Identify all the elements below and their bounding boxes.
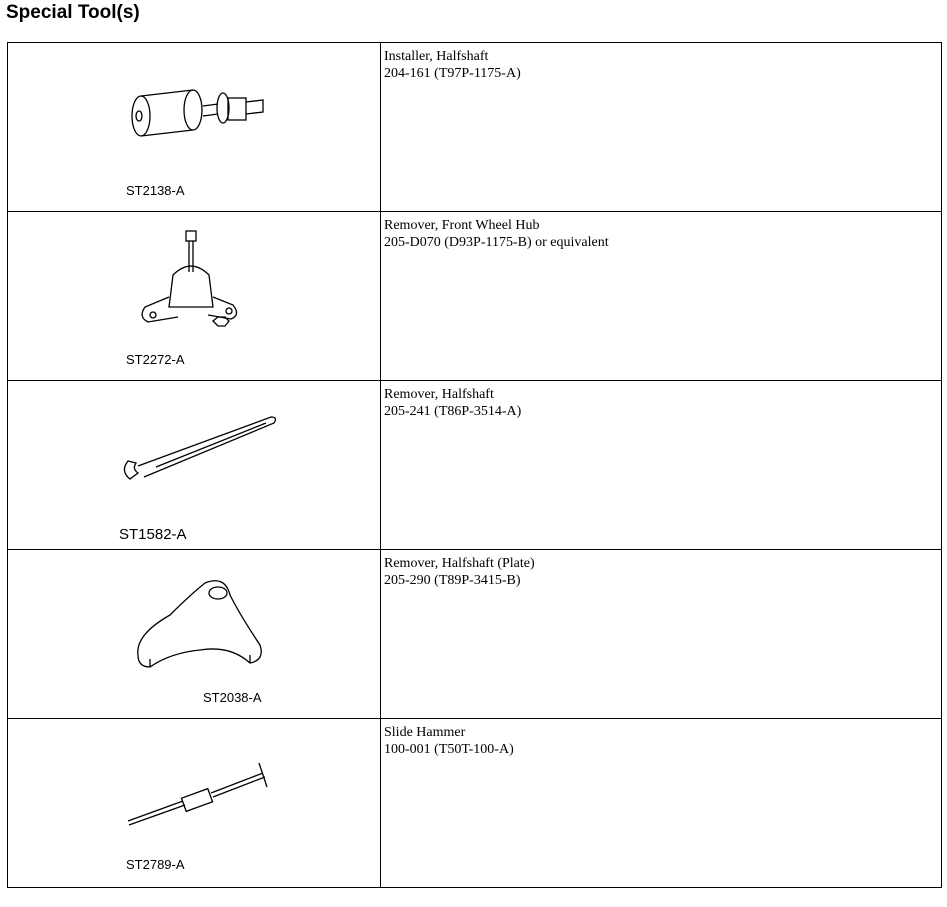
table-row	[8, 212, 942, 381]
tool-name: Installer, Halfshaft	[384, 49, 489, 64]
tool-description-cell	[381, 212, 942, 381]
tool-illustration-cell	[8, 43, 381, 212]
tool-code: ST2138-A	[126, 183, 185, 198]
tool-illustration-cell	[8, 381, 381, 550]
tool-name: Remover, Front Wheel Hub	[384, 218, 540, 233]
tool-description-cell	[381, 550, 942, 719]
tool-name: Remover, Halfshaft	[384, 387, 494, 402]
tool-code: ST2789-A	[126, 857, 185, 872]
table-row	[8, 550, 942, 719]
tool-name: Remover, Halfshaft (Plate)	[384, 556, 535, 571]
table-row	[8, 381, 942, 550]
halfshaft-installer-illustration	[123, 78, 283, 148]
special-tools-table	[7, 42, 942, 888]
tool-description-cell	[381, 43, 942, 212]
tool-code: ST2272-A	[126, 352, 185, 367]
tool-description-cell	[381, 719, 942, 888]
tool-description-cell	[381, 381, 942, 550]
tool-illustration-cell	[8, 550, 381, 719]
halfshaft-remover-illustration	[116, 411, 281, 491]
slide-hammer-illustration	[123, 759, 283, 834]
table-row	[8, 43, 942, 212]
tool-illustration-cell	[8, 212, 381, 381]
page-title: Special Tool(s)	[6, 2, 140, 23]
tool-number: 205-241 (T86P-3514-A)	[384, 404, 522, 419]
table-row	[8, 719, 942, 888]
tool-illustration-cell	[8, 719, 381, 888]
tool-number: 100-001 (T50T-100-A)	[384, 742, 514, 757]
tool-number: 205-290 (T89P-3415-B)	[384, 573, 521, 588]
halfshaft-remover-plate-illustration	[130, 575, 275, 675]
tool-name: Slide Hammer	[384, 725, 466, 740]
tool-code: ST2038-A	[203, 690, 262, 705]
wheel-hub-remover-illustration	[133, 227, 243, 347]
tool-code: ST1582-A	[119, 526, 187, 543]
tool-number: 205-D070 (D93P-1175-B) or equivalent	[384, 235, 609, 250]
tool-number: 204-161 (T97P-1175-A)	[384, 66, 521, 81]
